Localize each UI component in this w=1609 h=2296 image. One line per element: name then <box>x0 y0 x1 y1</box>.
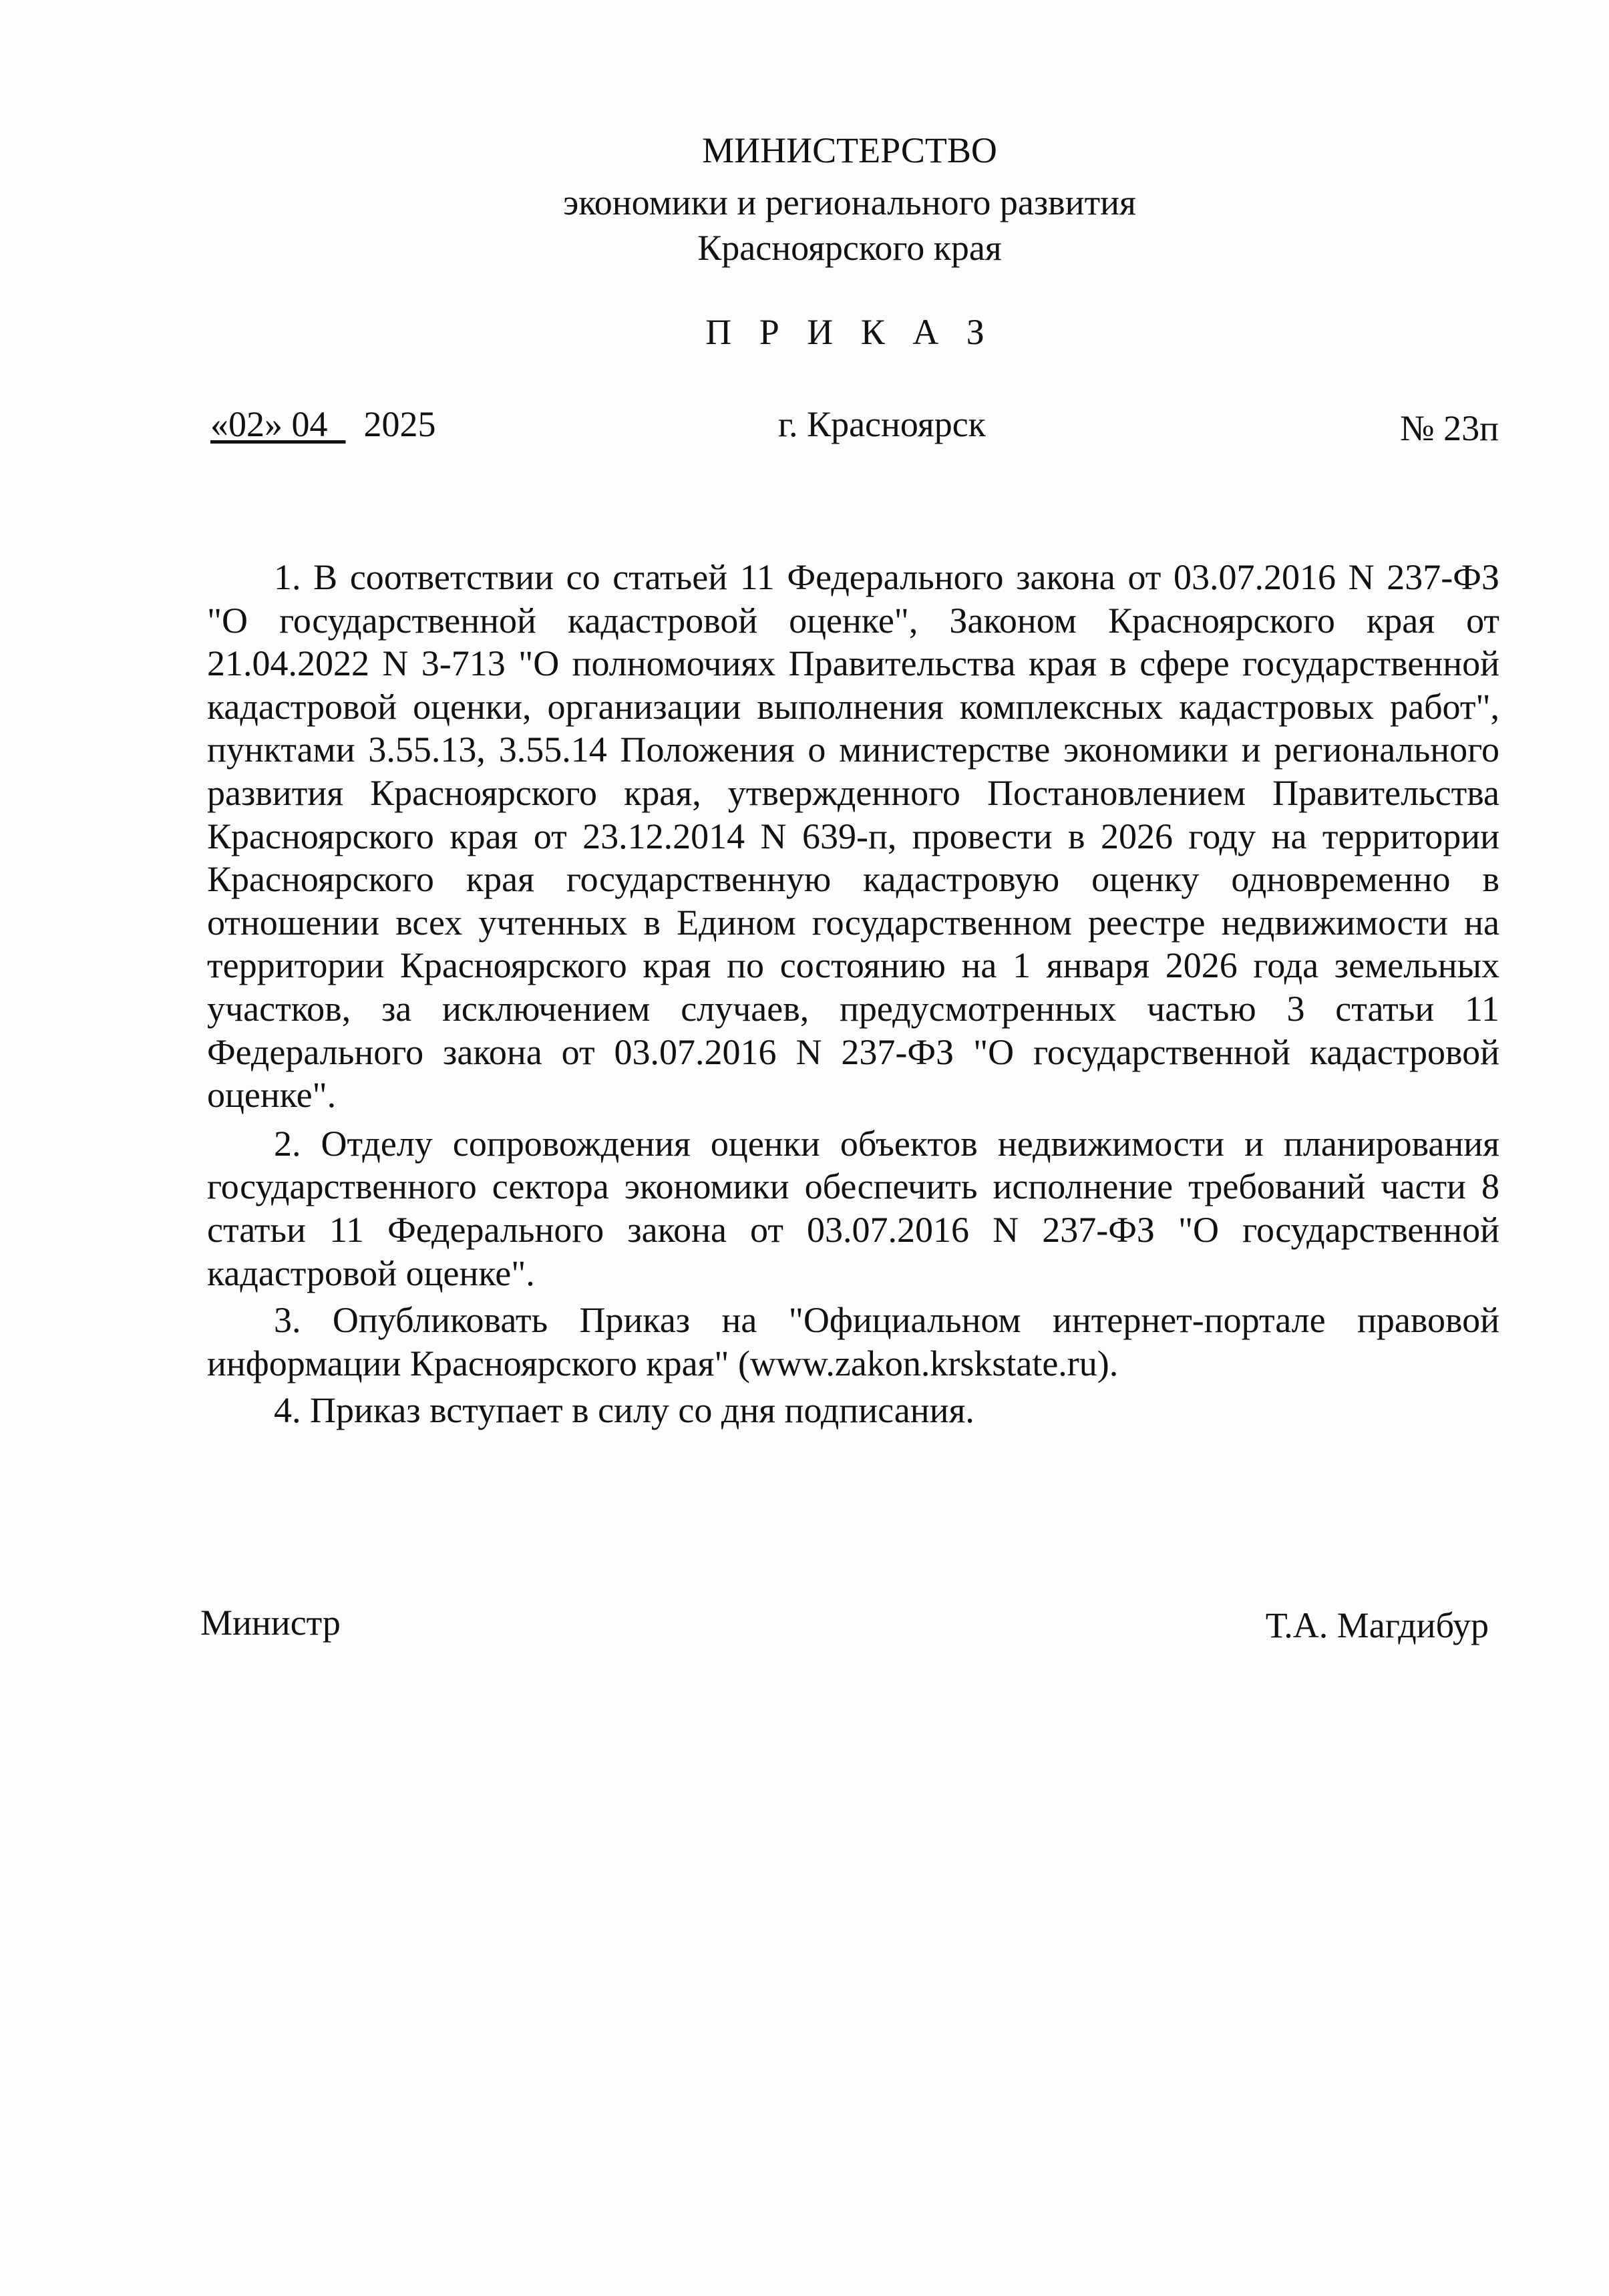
signatory-name: Т.А. Магдибур <box>1265 1605 1489 1645</box>
order-paragraph-4: 4. Приказ вступает в силу со дня подписания. <box>274 1390 974 1431</box>
order-date-month-spacer <box>283 404 292 444</box>
order-date-year: 2025 <box>363 404 436 444</box>
document-type-title: П Р И К А З <box>705 312 994 352</box>
order-date <box>210 406 436 442</box>
order-date-month: 04 <box>291 404 328 444</box>
order-paragraph-2: 2. Отделу сопровождения оценки объектов недвижимости и планирования государственного сектора экономики обеспечить исполнение требований части 8 статьи 11 Федерального закона от 03.07.2016 N 237-ФЗ "О государственной кадастровой оценке". <box>207 1123 1499 1293</box>
signatory-role: Министр <box>200 1603 341 1643</box>
ministry-subtitle-line2: Красноярского края <box>697 228 1002 268</box>
ministry-subtitle-line1: экономики и регионального развития <box>563 182 1136 222</box>
order-paragraph-1: 1. В соответствии со статьей 11 Федерального закона от 03.07.2016 N 237-ФЗ "О государственной кадастровой оценке", Законом Красноярского края от 21.04.2022 N 3-713 "О полномочиях Правительства края в сфере государственной кадастровой оценки, организации выполнения комплексных кадастровых работ", пунктами 3.55.13, 3.55.14 Положения о министерстве экономики и регионального развития Красноярского края, утвержденного Постановлением Правительства Красноярского края от 23.12.2014 N 639-п, провести в 2026 году на территории Красноярского края государственную кадастровую оценку одновременно в отношении всех учтенных в Едином государственном реестре недвижимости на территории Красноярского края по состоянию на 1 января 2026 года земельных участков, за исключением случаев, предусмотренных частью 3 статьи 11 Федерального закона от 03.07.2016 N 237-ФЗ "О государственной кадастровой оценке". <box>207 557 1499 1116</box>
order-city: г. Красноярск <box>778 404 986 444</box>
order-paragraph-3: 3. Опубликовать Приказ на "Официальном интернет-портале правовой информации Красноярского края" (www.zakon.krskstate.ru). <box>207 1300 1499 1383</box>
order-number: № 23п <box>1400 408 1499 448</box>
order-body <box>207 556 1499 1432</box>
dateline <box>0 406 1609 453</box>
ministry-title: МИНИСТЕРСТВО <box>702 130 997 170</box>
order-date-month-trail <box>328 404 346 444</box>
order-date-day: «02» <box>210 404 283 444</box>
